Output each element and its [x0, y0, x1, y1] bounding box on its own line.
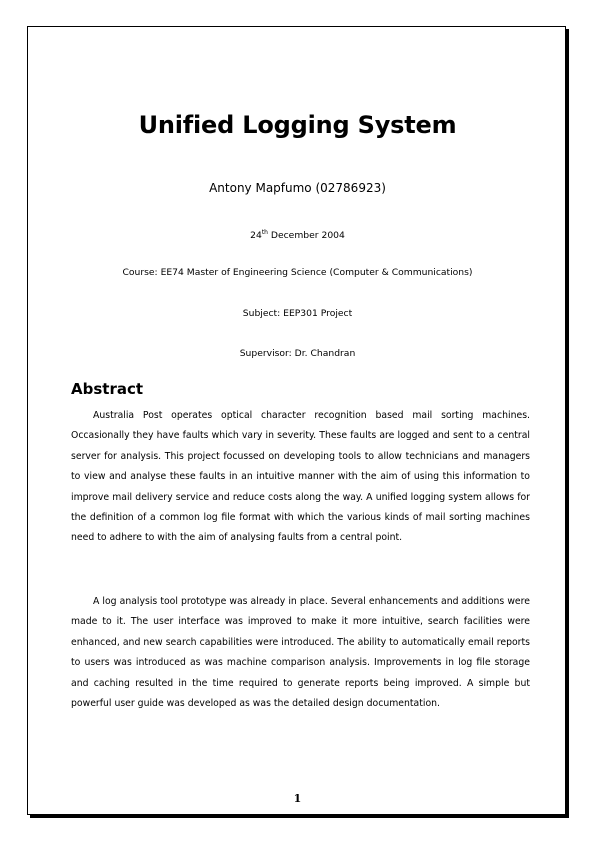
abstract-paragraph-1: Australia Post operates optical character recognition based mail sorting machines. Occasionally they have faults which vary in severity. These faults are logged and sent to a central server for analysis. This project focussed on developing tools to allow technicians and managers to view and analyse these faults in an intuitive manner with the aim of using this information to improve mail delivery service and reduce costs along the way. A unified logging system allows for the definition of a common log file format with which the various kinds of mail sorting machines need to adhere to with the aim of analysing faults from a central point.: [71, 410, 530, 544]
date-rest: December 2004: [267, 230, 345, 242]
author-line: Antony Mapfumo (02786923): [209, 181, 386, 195]
abstract-heading: Abstract: [71, 380, 144, 398]
date-suffix: th: [261, 229, 268, 236]
date-day: 24: [250, 230, 262, 242]
supervisor-line: Supervisor: Dr. Chandran: [239, 348, 356, 359]
subject-line: Subject: EEP301 Project: [242, 308, 353, 319]
course-line: Course: EE74 Master of Engineering Science (Computer & Communications): [122, 267, 473, 278]
abstract-paragraph-2: A log analysis tool prototype was already in place. Several enhancements and additions were made to it. The user interface was improved to make it more intuitive, search facilities were enhanced, and new search capabilities were introduced. The ability to automatically email reports to users was introduced as was machine comparison analysis. Improvements in log file storage and caching resulted in the time required to generate reports being improved. A simple but powerful user guide was developed as was the detailed design documentation.: [71, 596, 530, 710]
document-title: Unified Logging System: [138, 111, 457, 139]
date-line: [0, 229, 595, 241]
page-number: 1: [293, 792, 302, 805]
